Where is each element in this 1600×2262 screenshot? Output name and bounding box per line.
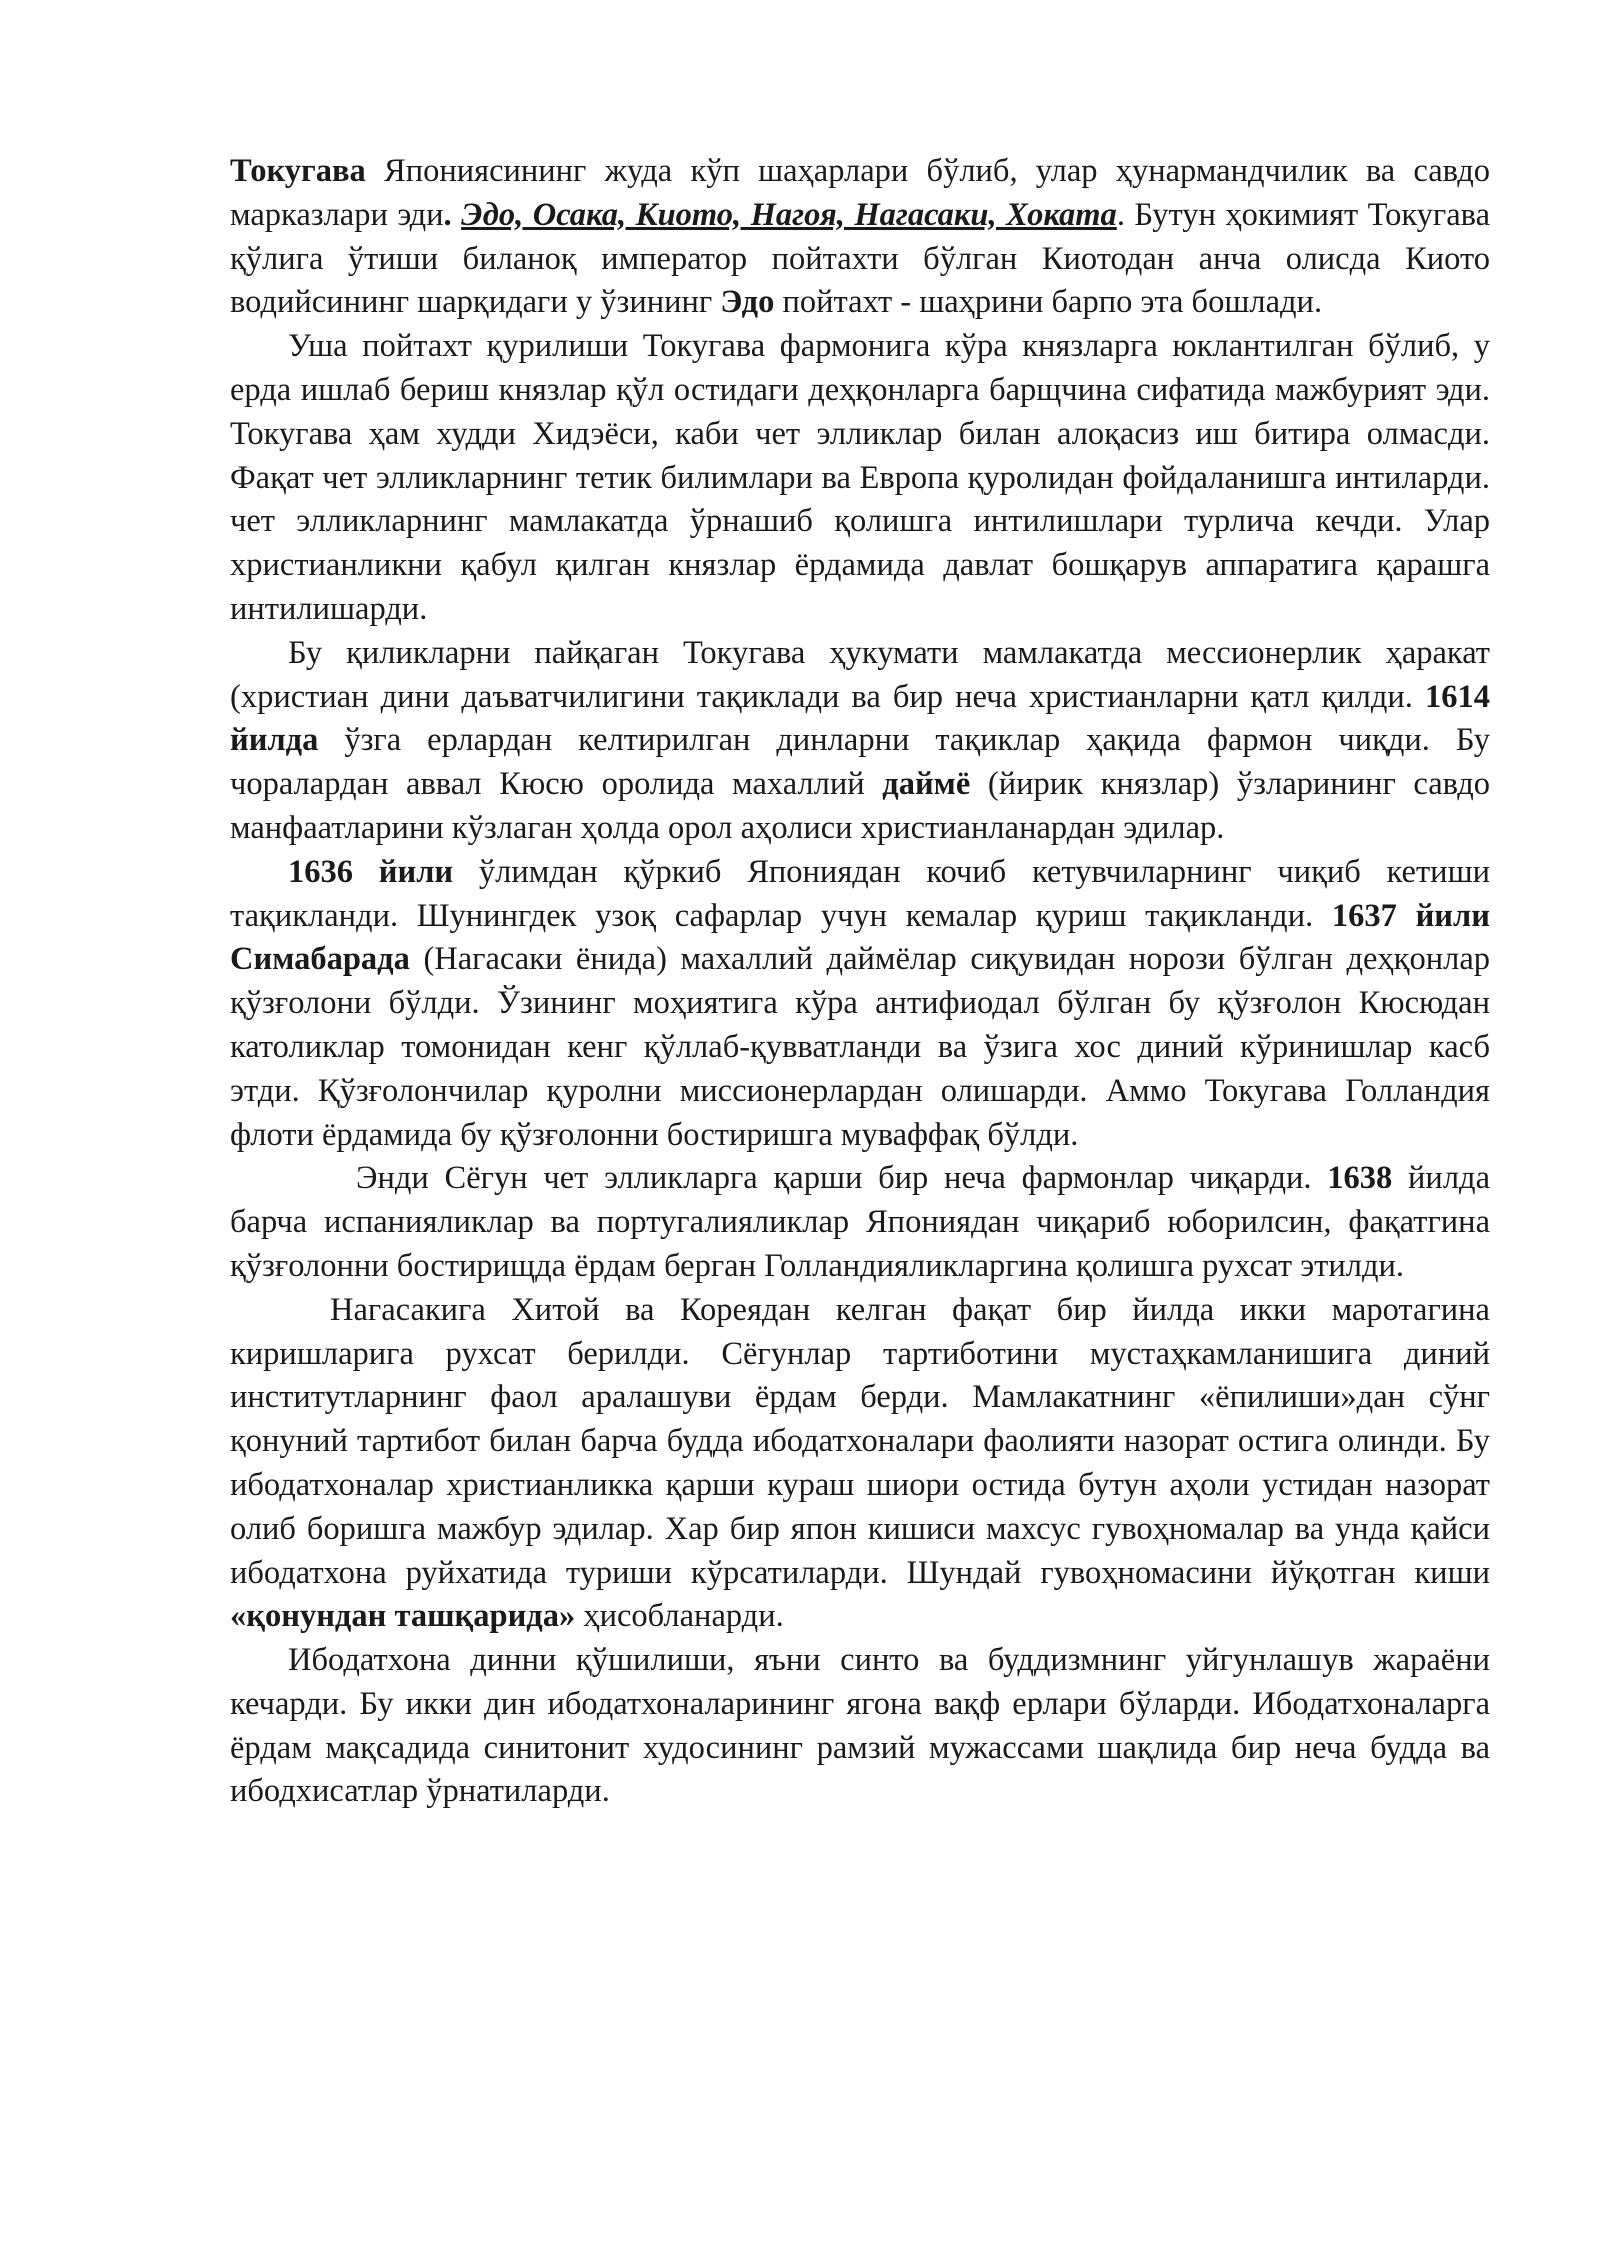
body-text: (Нагасаки ёнида) махаллий даймёлар сиқувидан норози бўлган деҳқонлар қўзғолони бўлди. Ўзининг моҳиятига кўра антифиодал бўлган бу қўзғолон Кюсюдан католиклар томонидан кенг қўллаб-қувватланди ва ўзига хос диний кўринишлар касб этди. Қўзғолончилар қуролни миссионерлардан олишарди. Аммо Токугава Голландия флоти ёрдамида бу қўзғолонни бостиришга муваффақ бўлди. <box>230 941 1490 1153</box>
paragraph <box>230 851 1490 1158</box>
paragraph <box>230 1157 1490 1288</box>
document-body <box>230 150 1490 1814</box>
body-text: йилда барча испанияликлар ва португалияликлар Япониядан чиқариб юборилсин, фақатгина қўзғолонни бостирищда ёрдам берган Голландияликларгина қолишга рухсат этилди. <box>230 1160 1491 1284</box>
paragraph <box>230 150 1490 325</box>
body-text: Нагасакига Хитой ва Кореядан келган фақат бир йилда икки маротагина киришларига рухсат берилди. Сёгунлар тартиботини мустаҳкамланишига диний институтларнинг фаол аралашуви ёрдам берди. Мамлакатнинг «ёпилиши»дан сўнг қонуний тартибот билан барча будда ибодатхоналари фаолияти назорат остига олинди. Бу ибодатхоналар христианликка қарши кураш шиори остида бутун аҳоли устидан назорат олиб боришга мажбур эдилар. Хар бир япон кишиси махсус гувоҳномалар ва унда қайси ибодатхона руйхатида туриши кўрсатиларди. Шундай гувоҳномасини йўқотган киши <box>230 1291 1490 1591</box>
body-text: ўлимдан қўркиб Япониядан кочиб кетувчиларнинг чиқиб кетиши тақикланди. Шунингдек узоқ сафарлар учун кемалар қуриш тақикланди. <box>230 853 1490 934</box>
body-text: ҳисобланарди. <box>575 1598 784 1635</box>
bold-term: даймё <box>882 766 971 803</box>
paragraph <box>230 632 1490 851</box>
body-text: (йирик князлар) ўзларининг савдо манфаатларини кўзлаган ҳолда орол аҳолиси христианланардан эдилар. <box>230 766 1490 846</box>
body-text: пойтахт - шаҳрини барпо эта бошлади. <box>774 284 1323 321</box>
paragraph <box>230 325 1490 632</box>
body-text: Уша пойтахт қурилиши Токугава фармонига кўра князларга юклантилган бўлиб, у ерда ишлаб бериш князлар қўл остидаги деҳқонларга барщчина сифатида мажбурият эди. Токугава ҳам худди Хидэёси, каби чет элликлар билан алоқасиз иш битира олмасди. Фақат чет элликларнинг тетик билимлари ва Европа қуролидан фойдаланишга интиларди. чет элликларнинг мамлакатда ўрнашиб қолишга интилишлари турлича кечди. Улар христианликни қабул қилган князлар ёрдамида давлат бошқарув аппаратига қарашга интилишарди. <box>230 328 1490 627</box>
paragraph <box>230 1289 1490 1639</box>
bold-date: 1614 йилда <box>230 678 1490 759</box>
body-text: Энди Сёгун чет элликларга қарши бир неча фармонлар чиқарди. <box>356 1160 1328 1197</box>
paragraph <box>230 1639 1490 1814</box>
body-text: ўзга ерлардан келтирилган динларни тақиклар ҳақида фармон чиқди. Бу чоралардан аввал Кюсю оролида махаллий <box>230 722 1490 803</box>
bold-term: Токугава <box>230 153 366 189</box>
body-text: . Бутун ҳокимият Токугава қўлига ўтиши биланоқ император пойтахти бўлган Киотодан анча олисда Киото водийсининг шарқидаги у ўзининг <box>230 196 1491 321</box>
bold-date: 1637 йили Симабарада <box>230 897 1490 978</box>
body-text: Бу қиликларни пайқаган Токугава ҳукумати мамлакатда мессионерлик ҳаракат (христиан дини даъватчилигини тақиклади ва бир неча христианларни қатл қилди. <box>230 634 1490 715</box>
body-text: Японияcининг жуда кўп шаҳарлари бўлиб, улар ҳунармандчилик ва савдо марказлари эди <box>230 153 1490 233</box>
bold-punctuation: . <box>443 196 462 233</box>
bold-term: Эдо <box>720 284 775 321</box>
city-list: Эдо, Осака, Киото, Нагоя, Нагасаки, Хоката <box>461 196 1117 233</box>
bold-term: «қонундан ташқарида» <box>230 1598 576 1635</box>
bold-date: 1638 <box>1327 1160 1393 1197</box>
body-text: Ибодатхона динни қўшилиши, яъни синто ва буддизмнинг уйгунлашув жараёни кечарди. Бу икки дин ибодатхоналарининг ягона вақф ерлари бўларди. Ибодатхоналарга ёрдам мақсадида синитонит худосининг рамзий мужассами шақлида бир неча будда ва ибодхисатлар ўрнатиларди. <box>230 1642 1490 1810</box>
bold-date: 1636 йили <box>288 853 454 890</box>
